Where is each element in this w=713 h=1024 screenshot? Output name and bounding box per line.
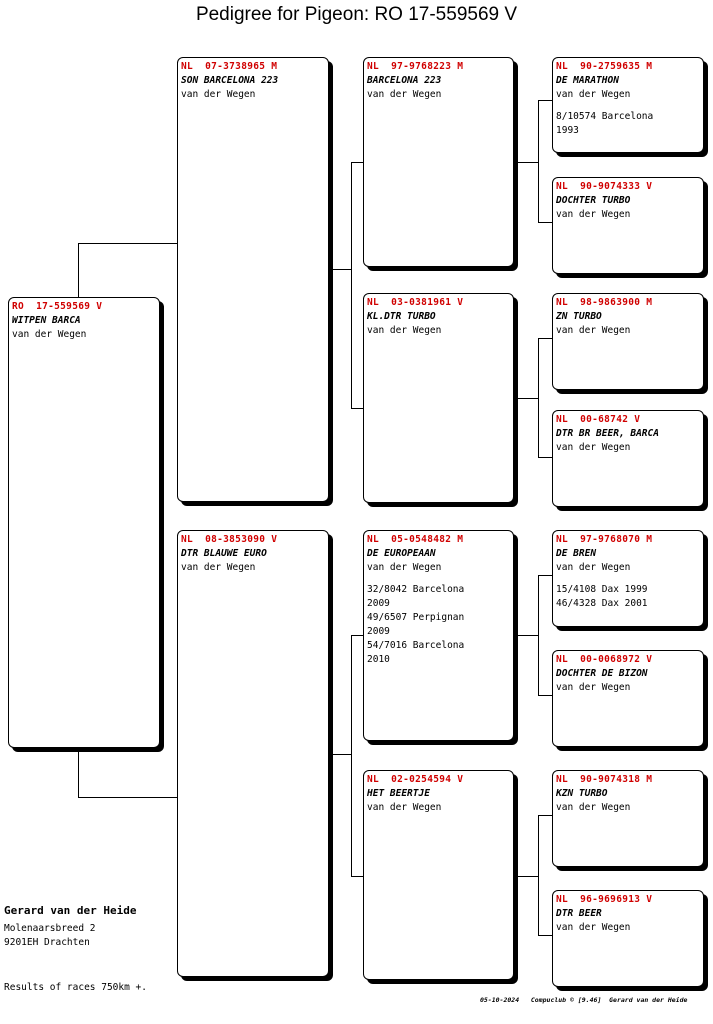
ring-number: NL 96-9696913 V [556, 894, 653, 905]
ring-number: NL 03-0381961 V [367, 297, 464, 308]
connector [513, 398, 538, 399]
results-note: Results of races 750km +. [4, 982, 147, 993]
connector [538, 222, 552, 223]
pigeon-card-sire-dam-sire[interactable] [552, 293, 704, 390]
connector [78, 243, 178, 244]
breeder-name: van der Wegen [367, 802, 442, 813]
connector [513, 162, 538, 163]
race-result-line: 46/4328 Dax 2001 [556, 598, 648, 609]
breeder-name: van der Wegen [556, 922, 631, 933]
ring-number: NL 90-2759635 M [556, 61, 653, 72]
pigeon-card-subject[interactable] [8, 297, 160, 748]
ring-number: NL 97-9768223 M [367, 61, 464, 72]
owner-city: 9201EH Drachten [4, 937, 90, 948]
race-result-line: 1993 [556, 125, 579, 136]
breeder-name: van der Wegen [181, 89, 256, 100]
connector [328, 754, 351, 755]
pigeon-name: DTR BEER [556, 908, 602, 919]
breeder-name: van der Wegen [181, 562, 256, 573]
connector [78, 797, 178, 798]
ring-number: NL 97-9768070 M [556, 534, 653, 545]
race-result-line: 2009 [367, 598, 390, 609]
footer-text: 05-10-2024 Compuclub © [9.46] Gerard van der Heide [480, 996, 688, 1004]
pigeon-name: KZN TURBO [556, 788, 608, 799]
owner-name: Gerard van der Heide [4, 904, 137, 917]
race-result-line: 54/7016 Barcelona [367, 640, 465, 651]
connector [351, 162, 363, 163]
breeder-name: van der Wegen [556, 89, 631, 100]
race-result-line: 2009 [367, 626, 390, 637]
breeder-name: van der Wegen [367, 89, 442, 100]
connector [538, 695, 552, 696]
connector [538, 457, 552, 458]
breeder-name: van der Wegen [367, 562, 442, 573]
connector [538, 100, 539, 223]
breeder-name: van der Wegen [556, 682, 631, 693]
ring-number: NL 02-0254594 V [367, 774, 464, 785]
owner-block [4, 904, 136, 950]
ring-number: NL 08-3853090 V [181, 534, 278, 545]
ring-number: NL 00-68742 V [556, 414, 641, 425]
race-results [367, 583, 510, 667]
connector [328, 269, 351, 270]
ring-number: NL 05-0548482 M [367, 534, 464, 545]
pigeon-card-dam-dam-sire[interactable] [552, 770, 704, 867]
breeder-name: van der Wegen [12, 329, 87, 340]
pigeon-name: DTR BLAUWE EURO [181, 548, 267, 559]
connector [351, 876, 363, 877]
connector [351, 162, 352, 409]
pigeon-name: DOCHTER TURBO [556, 195, 631, 206]
race-result-line: 49/6507 Perpignan [367, 612, 465, 623]
pigeon-name: DOCHTER DE BIZON [556, 668, 648, 679]
connector [513, 635, 538, 636]
breeder-name: van der Wegen [367, 325, 442, 336]
breeder-name: van der Wegen [556, 209, 631, 220]
race-result-line: 2010 [367, 654, 390, 665]
connector [538, 338, 539, 458]
pigeon-card-dam-dam[interactable] [363, 770, 514, 980]
connector [78, 748, 79, 798]
pigeon-card-dam-sire-dam[interactable] [552, 650, 704, 747]
ring-number: NL 98-9863900 M [556, 297, 653, 308]
pigeon-name: BARCELONA 223 [367, 75, 442, 86]
breeder-name: van der Wegen [556, 325, 631, 336]
ring-number: NL 07-3738965 M [181, 61, 278, 72]
pigeon-name: DE EUROPEAAN [367, 548, 436, 559]
ring-number: NL 90-9074333 V [556, 181, 653, 192]
race-result-line: 32/8042 Barcelona [367, 584, 465, 595]
pigeon-name: KL.DTR TURBO [367, 311, 436, 322]
connector [538, 575, 552, 576]
race-results [556, 110, 700, 138]
pigeon-card-sire-sire-sire[interactable] [552, 57, 704, 153]
pigeon-name: HET BEERTJE [367, 788, 430, 799]
pigeon-card-sire-dam[interactable] [363, 293, 514, 503]
breeder-name: van der Wegen [556, 442, 631, 453]
pigeon-name: DE MARATHON [556, 75, 619, 86]
pigeon-name: DTR BR BEER, BARCA [556, 428, 659, 439]
ring-number: NL 00-0068972 V [556, 654, 653, 665]
connector [538, 100, 552, 101]
ring-number: NL 90-9074318 M [556, 774, 653, 785]
connector [538, 815, 552, 816]
connector [538, 935, 552, 936]
connector [513, 876, 538, 877]
ring-number: RO 17-559569 V [12, 301, 103, 312]
pigeon-card-dam-dam-dam[interactable] [552, 890, 704, 987]
pigeon-card-sire[interactable] [177, 57, 329, 502]
pigeon-card-dam-sire[interactable] [363, 530, 514, 741]
connector [78, 243, 79, 298]
connector [538, 338, 552, 339]
pigeon-card-sire-sire-dam[interactable] [552, 177, 704, 274]
connector [538, 815, 539, 936]
breeder-name: van der Wegen [556, 802, 631, 813]
breeder-name: van der Wegen [556, 562, 631, 573]
race-result-line: 8/10574 Barcelona [556, 111, 654, 122]
race-results [556, 583, 700, 611]
pigeon-name: WITPEN BARCA [12, 315, 81, 326]
pigeon-card-dam-sire-sire[interactable] [552, 530, 704, 627]
owner-address: Molenaarsbreed 2 [4, 923, 96, 934]
connector [351, 635, 363, 636]
pigeon-name: SON BARCELONA 223 [181, 75, 279, 86]
page-title: Pedigree for Pigeon: RO 17-559569 V [195, 4, 518, 25]
connector [351, 635, 352, 877]
pigeon-card-sire-sire[interactable] [363, 57, 514, 267]
pigeon-card-dam[interactable] [177, 530, 329, 977]
pigeon-card-sire-dam-dam[interactable] [552, 410, 704, 507]
pigeon-name: DE BREN [556, 548, 597, 559]
connector [351, 408, 363, 409]
pigeon-name: ZN TURBO [556, 311, 602, 322]
connector [538, 575, 539, 696]
race-result-line: 15/4108 Dax 1999 [556, 584, 648, 595]
